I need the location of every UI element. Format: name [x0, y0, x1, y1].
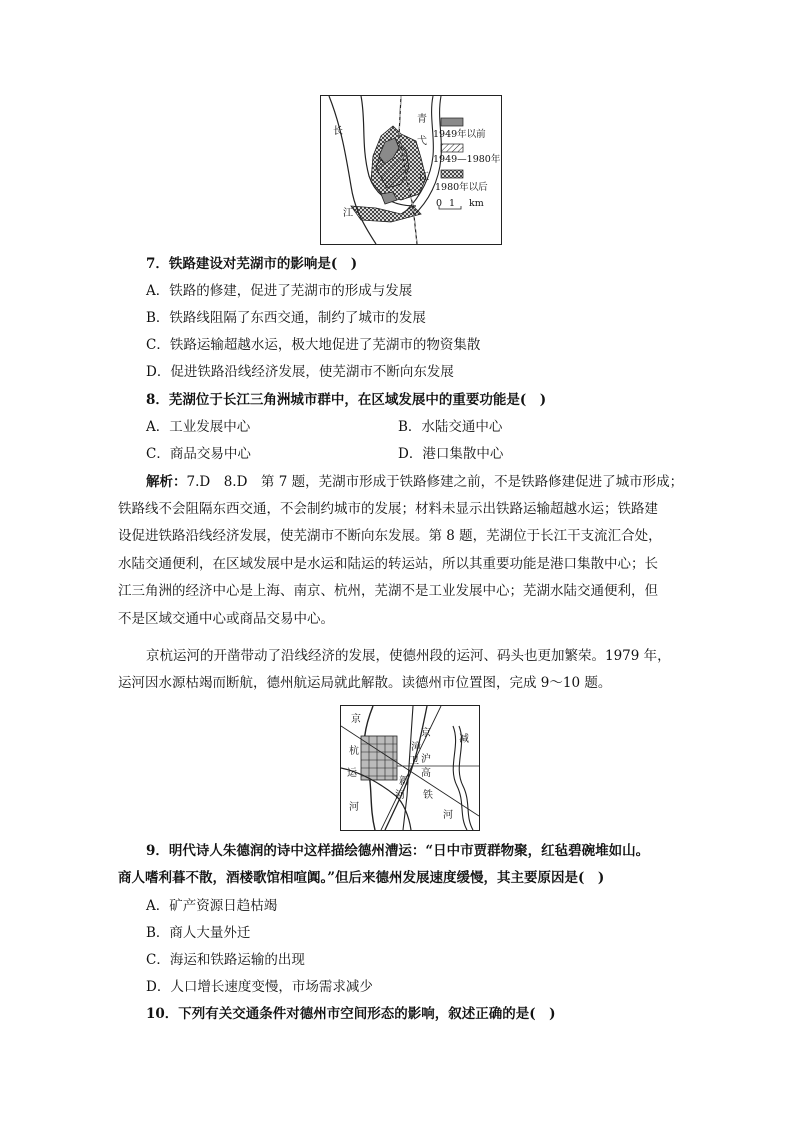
label-jing-right: 京 — [421, 728, 431, 739]
analysis-line-5: 江三角洲的经济中心是上海、南京、杭州，芜湖不是工业发展中心；芜湖水陆交通便利，但 — [118, 583, 658, 599]
analysis-line-2: 铁路线不会阻隔东西交通，不会制约城市的发展；材料未显示出铁路运输超越水运；铁路建 — [118, 501, 658, 517]
label-jiang-left: 江 — [343, 208, 353, 219]
q8-option-a: A．工业发展中心 — [146, 419, 251, 435]
scale-zero: 0 — [436, 198, 443, 209]
q8-option-b: B．水陆交通中心 — [398, 419, 503, 435]
wuhu-map-drawing — [321, 96, 501, 244]
scale-one: 1 — [449, 198, 456, 209]
label-tie: 铁 — [423, 790, 433, 801]
scale-unit: km — [469, 198, 484, 209]
q9-option-b: B．商人大量外迁 — [146, 925, 251, 941]
label-hu: 沪 — [421, 754, 431, 765]
dezhou-map-drawing — [341, 706, 479, 830]
q7-option-b: B．铁路线阻隔了东西交通，制约了城市的发展 — [146, 310, 426, 326]
analysis-line-6: 不是区域交通中心或商品交易中心。 — [118, 611, 334, 627]
label-he-left: 河 — [349, 802, 359, 813]
label-chang: 长 — [333, 126, 343, 137]
q10-stem: 10．下列有关交通条件对德州市空间形态的影响，叙述正确的是( ) — [146, 1006, 556, 1022]
legend-post-1980: 1980年以后 — [435, 182, 488, 193]
legend-pre-1949: 1949年以前 — [433, 129, 486, 140]
q7-stem: 7．铁路建设对芜湖市的影响是( ) — [146, 256, 358, 272]
q7-option-d: D．促进铁路沿线经济发展，使芜湖市不断向东发展 — [146, 364, 454, 380]
label-xin: 新 — [399, 776, 409, 787]
q8-stem: 8．芜湖位于长江三角洲城市群中，在区域发展中的重要功能是( ) — [146, 392, 547, 408]
label-he-mid: 河 — [395, 790, 405, 801]
label-jiang-right: 江 — [419, 172, 429, 183]
intro-line-1: 京杭运河的开凿带动了沿线经济的发展，使德州段的运河、码头也更加繁荣。1979 年， — [146, 648, 671, 664]
q9-option-d: D．人口增长速度变慢，市场需求减少 — [146, 979, 373, 995]
label-gao: 高 — [421, 768, 431, 779]
q9-option-c: C．海运和铁路运输的出现 — [146, 952, 305, 968]
dezhou-map — [340, 705, 480, 831]
label-yun: 运 — [347, 768, 357, 779]
analysis-line-3: 设促进铁路沿线经济发展，使芜湖市不断向东发展。第 8 题，芜湖位于长江干支流汇合处， — [118, 528, 662, 544]
legend-1949-1980: 1949—1980年 — [433, 154, 501, 165]
q7-option-a: A．铁路的修建，促进了芜湖市的形成与发展 — [146, 283, 413, 299]
label-he-right: 河 — [443, 810, 453, 821]
label-hang: 杭 — [349, 746, 359, 757]
q9-stem-line-1: 9．明代诗人朱德润的诗中这样描绘德州漕运：“日中市贾群物聚，红毡碧碗堆如山。 — [146, 843, 650, 859]
label-yi: 弋 — [417, 136, 427, 147]
q9-option-a: A．矿产资源日趋枯竭 — [146, 898, 278, 914]
analysis-line-1 — [146, 473, 683, 491]
intro-line-2: 运河因水源枯竭而断航，德州航运局就此解散。读德州市位置图，完成 9～10 题。 — [118, 675, 612, 691]
analysis-line-4: 水陆交通便利，在区域发展中是水运和陆运的转运站，所以其重要功能是港口集散中心；长 — [118, 556, 658, 572]
label-zhang: 漳 — [411, 742, 421, 753]
label-jian: 减 — [459, 734, 469, 745]
label-wei: 卫 — [409, 756, 419, 767]
analysis-label: 解析： — [146, 474, 187, 490]
label-qing: 青 — [417, 114, 427, 125]
wuhu-map — [320, 95, 502, 245]
analysis-text-1: 7.D 8.D 第 7 题，芜湖市形成于铁路修建之前，不是铁路修建促进了城市形成； — [186, 474, 684, 490]
q8-option-c: C．商品交易中心 — [146, 446, 251, 462]
q7-option-c: C．铁路运输超越水运，极大地促进了芜湖市的物资集散 — [146, 337, 481, 353]
label-jing-left: 京 — [351, 714, 361, 725]
q8-option-d: D．港口集散中心 — [398, 446, 504, 462]
q9-stem-line-2: 商人嗜利暮不散，酒楼歌馆相喧阗。”但后来德州发展速度缓慢，其主要原因是( ) — [118, 870, 605, 886]
